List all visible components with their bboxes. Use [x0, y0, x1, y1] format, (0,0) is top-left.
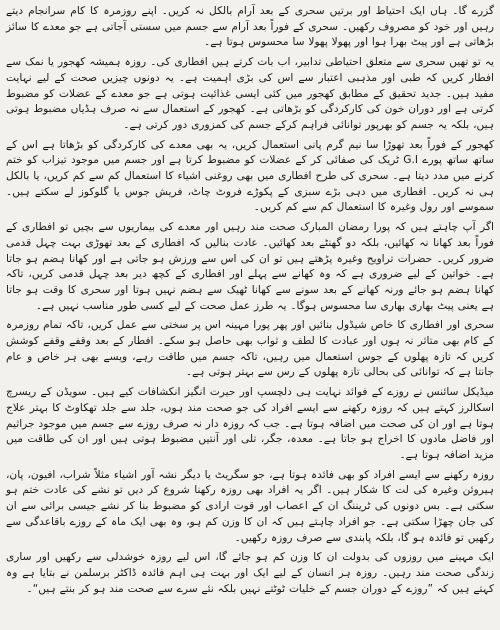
paragraph-iftar-dates: یہ تو تھیں سحری سے متعلق احتیاطی تدابیر، اب بات کرتے ہیں افطاری کی۔ روزہ ہمیشہ کھجور یا نمک سے افطار کریں کہ طبی اور مذہبی اعتبار سے اس کی بڑی اہمیت ہے۔ یہ دونوں چیزیں صحت کے لیے نہایت مفید ہیں۔ جدید تحقیق کے مطابق کھجور میں کئی ایسی غذائیت ہوتی ہے جو معدے کے عضلات کو مضبوط کرتی ہے اور دوران خون کی کارکردگی کو بڑھاتی ہے۔ کھجور کے استعمال سے نہ صرف ہڈیاں مضبوط ہوتی ہیں، بلکہ یہ جسم کو بھرپور توانائی فراہم کرکے جسم کی کمزوری دور کرتی ہے۔: [6, 56, 494, 131]
paragraph-medical-science: میڈیکل سائنس نے روزے کے فوائد نہایت ہی دلچسپ اور حیرت انگیز انکشافات کیے ہیں۔ سویڈن کے ریسرچ اسکالرز کہتے ہیں کہ روزہ رکھنے سے ایسے افراد کی جو صحت مند ہوں، جلد سے جلد تھکاوٹ کا بہتر علاج ہوتا ہے اور ان کی صحت میں اضافہ ہوتا ہے۔ جب کہ روزہ دار نہ صرف روزے سے جسم میں موجود جراثیم اور فاضل مادوں کا اخراج ہو جاتا ہے۔ معدہ، جگر، تلی اور آنتیں مضبوط ہوتی ہیں اور ان کی طاقت میں مزید اضافہ ہوتا ہے۔: [6, 386, 494, 461]
paragraph-walking: اگر آپ چاہتے ہیں کہ پورا رمضان المبارک صحت مند رہیں اور معدے کی بیماریوں سے بچیں تو افطاری کے فوراً بعد کھانا نہ کھائیں، بلکہ دو گھنٹے بعد کھائیں۔ عادت بنالیں کہ افطاری کے بعد تھوڑی بہت چہل قدمی ضرور کریں۔ حضرات تراویح وغیرہ پڑھتے ہیں تو ان کی اس سے ورزش ہو جاتی ہے اور کھانا ہضم ہو جاتا ہے۔ خواتین کے لیے ضروری ہے کہ وہ کھانے سے پہلے اور افطاری کے کچھ دیر بعد چہل قدمی کریں، تاکہ کھانا ہضم ہو جائے ورنہ کھانے کے بعد سونے سے کھانا ٹھیک سے ہضم نہیں ہوتا اور سحری کا وقت ہو جاتا ہے یعنی پیٹ بھاری بھاری سا محسوس ہوگا۔ یہ طرز عمل صحت کے لیے کسی طور مناسب نہیں ہے۔: [6, 221, 494, 312]
paragraph-warm-water: کھجور کے فوراً بعد تھوڑا سا نیم گرم پانی استعمال کریں، یہ بھی معدے کی کارکردگی کو بڑھاتا ہے اس کے ساتھ ساتھ پورے G.I ٹریک کی صفائی کر کے عضلات کو مضبوط کرتا ہے اور جسم میں موجود تیزاب کو ختم کرنے میں مدد دیتا ہے۔ سحری کی طرح افطاری میں بھی روغنی اشیاء کا استعمال کم سے کم کریں، یا بالکل ہی نہ کریں۔ افطاری میں دہی بڑے سبزی کے پکوڑے فروٹ چاٹ، فریش جوس یا گلوکوز لے سکتے ہیں۔ سموسے اور رول وغیرہ کا استعمال کم سے کم کریں۔: [6, 138, 494, 214]
paragraph-schedule: سحری اور افطاری کا خاص شیڈول بنائیں اور پھر پورا مہینہ اس پر سختی سے عمل کریں، تاکہ تمام روزمرہ کے کام بھی متاثر نہ ہوں اور عبادت کا لطف و ثواب بھی حاصل ہو سکے۔ افطار کے بعد وقفے وقفے کوشش کریں کہ تازہ پھلوں کے جوس استعمال میں رہیں، تاکہ جسم میں طاقت رہے، ویسے بھی ہر خاص و عام جانتا ہے کہ توانائی کی بحالی تازہ پھلوں کے رس سے بہتر ہوتی ہے۔: [6, 319, 494, 379]
paragraph-suhoor-rest: گزرے گا۔ ہاں ایک احتیاط اور برتیں سحری کے بعد آرام بالکل نہ کریں۔ اپنے روزمرہ کا کام سرانجام دیتے رہیں اور خود کو مصروف رکھیں۔ سحری کے فوراً بعد آرام سے جسم میں سستی آجاتی ہے جو معدے کا سائز بڑھاتی ہے اور پیٹ بھرا ہوا اور پھولا پھولا سا محسوس ہوتا ہے۔: [6, 5, 494, 49]
paragraph-weight-loss: ایک مہینے میں روزوں کی بدولت ان کا وزن کم ہو جائے گا، اس لیے روزہ خوشدلی سے رکھیں اور ساری زندگی صحت مند رہیں۔ روزہ ہر انسان کے لیے ایک اور بہت ہی اہم فائدہ ڈاکٹر برسلمن نے بتایا ہے وہ کہتے ہیں کہ ”روزے کے دوران جسم کے خلیات ٹوٹتے نہیں بلکہ نئے سرے سے صحت مند ہو کر بنتے ہیں“۔: [6, 551, 494, 595]
paragraph-addiction: روزہ رکھنے سے ایسے افراد کو بھی فائدہ ہوتا ہے، جو سگریٹ یا دیگر نشہ آور اشیاء مثلاً شراب، افیون، پان، ہیروئن وغیرہ کی لت کا شکار ہیں۔ اگر یہ افراد بھی روزہ رکھنا شروع کر دیں تو نشے کی عادت ختم ہو سکتی ہے۔ بس دونوں کی ٹریننگ ان کے اعصاب اور قوت ارادی کو مضبوط بنا کر نشے جیسی برائی سے ان کی جان چھڑا سکتی ہے۔ جو افراد چاہتے ہیں کہ ان کا وزن کم ہو، وہ بھی ایک ماہ کے روزے باقاعدگی سے رکھیں تو فائدہ ہو گا، بلکہ پابندی سے صرف روزہ رکھیں۔: [6, 468, 494, 544]
